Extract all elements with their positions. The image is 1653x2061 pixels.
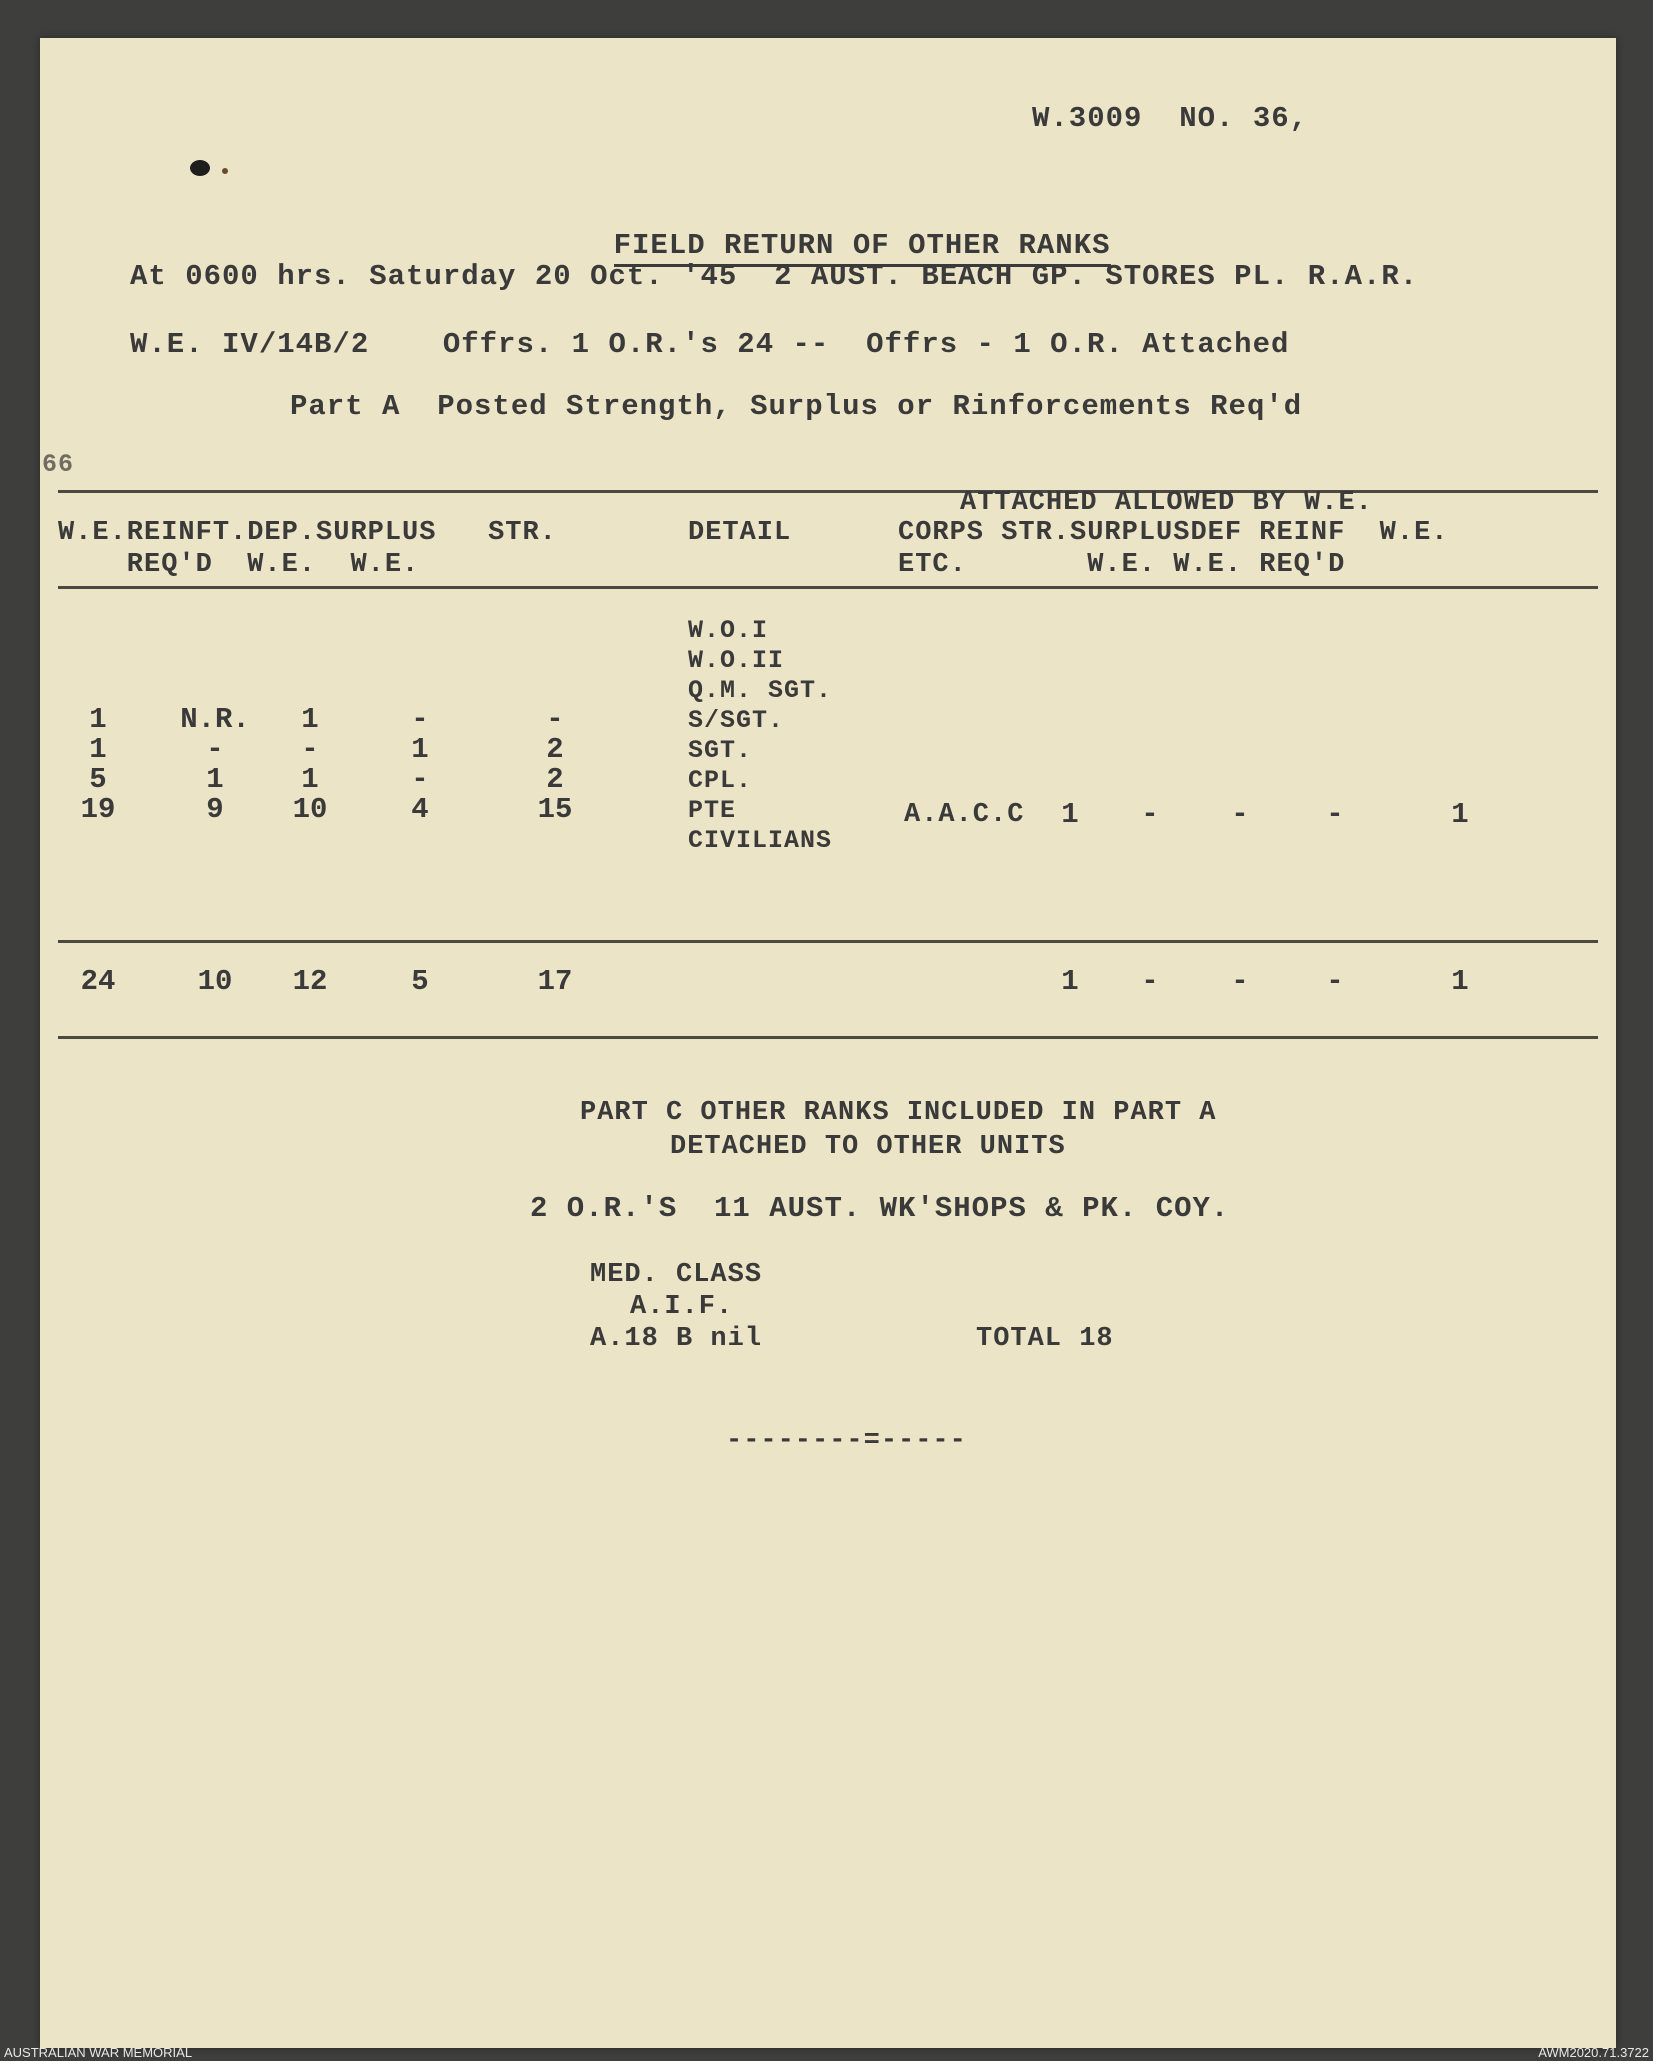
left-header-row1: W.E.REINFT.DEP.SURPLUS STR.: [58, 518, 557, 548]
total-value: TOTAL 18: [976, 1324, 1114, 1354]
total-dep: 12: [292, 965, 328, 998]
totals-bottom-rule: [58, 1036, 1598, 1039]
total-surplus: 5: [411, 965, 429, 998]
cell-reinft: 1: [206, 763, 224, 796]
cell-we: 5: [89, 763, 107, 796]
archive-footer-left: AUSTRALIAN WAR MEMORIAL: [4, 2045, 193, 2060]
total-reinft: 10: [197, 965, 233, 998]
attached-reinf: -: [1326, 798, 1344, 831]
header-bottom-rule: [58, 586, 1598, 589]
total-we: 24: [80, 965, 116, 998]
detail-item: W.O.I: [688, 616, 769, 645]
attached-str: 1: [1061, 798, 1079, 831]
total-att-def: -: [1231, 965, 1249, 998]
cell-surplus: 1: [411, 733, 429, 766]
detail-item: CPL.: [688, 766, 753, 795]
detail-item: SGT.: [688, 736, 753, 765]
attached-header: ATTACHED ALLOWED BY W.E.: [960, 488, 1373, 518]
form-reference: W.3009 NO. 36,: [1032, 102, 1309, 135]
detail-header: DETAIL: [688, 518, 792, 548]
end-mark: --------=-----: [726, 1426, 967, 1456]
detached-unit-line: 2 O.R.'S 11 AUST. WK'SHOPS & PK. COY.: [530, 1192, 1230, 1225]
cell-str: 2: [546, 763, 564, 796]
attached-corps: A.A.C.C: [904, 800, 1025, 830]
part-a-heading: Part A Posted Strength, Surplus or Rinforcements Req'd: [290, 390, 1303, 423]
detail-item: W.O.II: [688, 646, 785, 675]
total-att-str: 1: [1061, 965, 1079, 998]
total-att-reinf: -: [1326, 965, 1344, 998]
attached-surplus: -: [1141, 798, 1159, 831]
date-unit-line: At 0600 hrs. Saturday 20 Oct. '45 2 AUST. BEACH GP. STORES PL. R.A.R.: [130, 260, 1419, 293]
archive-footer-right: AWM2020.71.3722: [1538, 2045, 1649, 2060]
punch-hole: [190, 160, 210, 176]
punch-hole-mark: [222, 168, 228, 174]
part-c-subheading: DETACHED TO OTHER UNITS: [670, 1132, 1066, 1162]
cell-dep: 1: [301, 703, 319, 736]
cell-str: -: [546, 703, 564, 736]
med-class-label: MED. CLASS: [590, 1260, 763, 1290]
cell-surplus: -: [411, 763, 429, 796]
cell-we: 1: [89, 733, 107, 766]
establishment-line: W.E. IV/14B/2 Offrs. 1 O.R.'s 24 -- Offrs - 1 O.R. Attached: [130, 328, 1290, 361]
right-header-row1: CORPS STR.SURPLUSDEF REINF W.E.: [898, 518, 1449, 548]
cell-reinft: -: [206, 733, 224, 766]
totals-top-rule: [58, 940, 1598, 943]
aif-label: A.I.F.: [630, 1292, 734, 1322]
page-title-text: FIELD RETURN OF OTHER RANKS: [614, 229, 1111, 267]
cell-dep: 1: [301, 763, 319, 796]
margin-number: 66: [42, 450, 75, 479]
left-header-row2: REQ'D W.E. W.E.: [58, 550, 420, 580]
cell-surplus: 4: [411, 793, 429, 826]
detail-item: CIVILIANS: [688, 826, 833, 855]
cell-str: 2: [546, 733, 564, 766]
detail-item: S/SGT.: [688, 706, 785, 735]
med-class-values: A.18 B nil: [590, 1324, 763, 1354]
detail-item: PTE: [688, 796, 737, 825]
part-c-heading: PART C OTHER RANKS INCLUDED IN PART A: [580, 1098, 1217, 1128]
cell-dep: -: [301, 733, 319, 766]
cell-dep: 10: [292, 793, 328, 826]
cell-str: 15: [537, 793, 573, 826]
detail-item: Q.M. SGT.: [688, 676, 833, 705]
total-att-surplus: -: [1141, 965, 1159, 998]
attached-def: -: [1231, 798, 1249, 831]
right-header-row2: ETC. W.E. W.E. REQ'D: [898, 550, 1346, 580]
total-att-we: 1: [1451, 965, 1469, 998]
cell-we: 1: [89, 703, 107, 736]
cell-surplus: -: [411, 703, 429, 736]
attached-we: 1: [1451, 798, 1469, 831]
cell-reinft: N.R.: [180, 703, 250, 736]
document-sheet: [40, 38, 1616, 2048]
cell-we: 19: [80, 793, 116, 826]
cell-reinft: 9: [206, 793, 224, 826]
total-str: 17: [537, 965, 573, 998]
